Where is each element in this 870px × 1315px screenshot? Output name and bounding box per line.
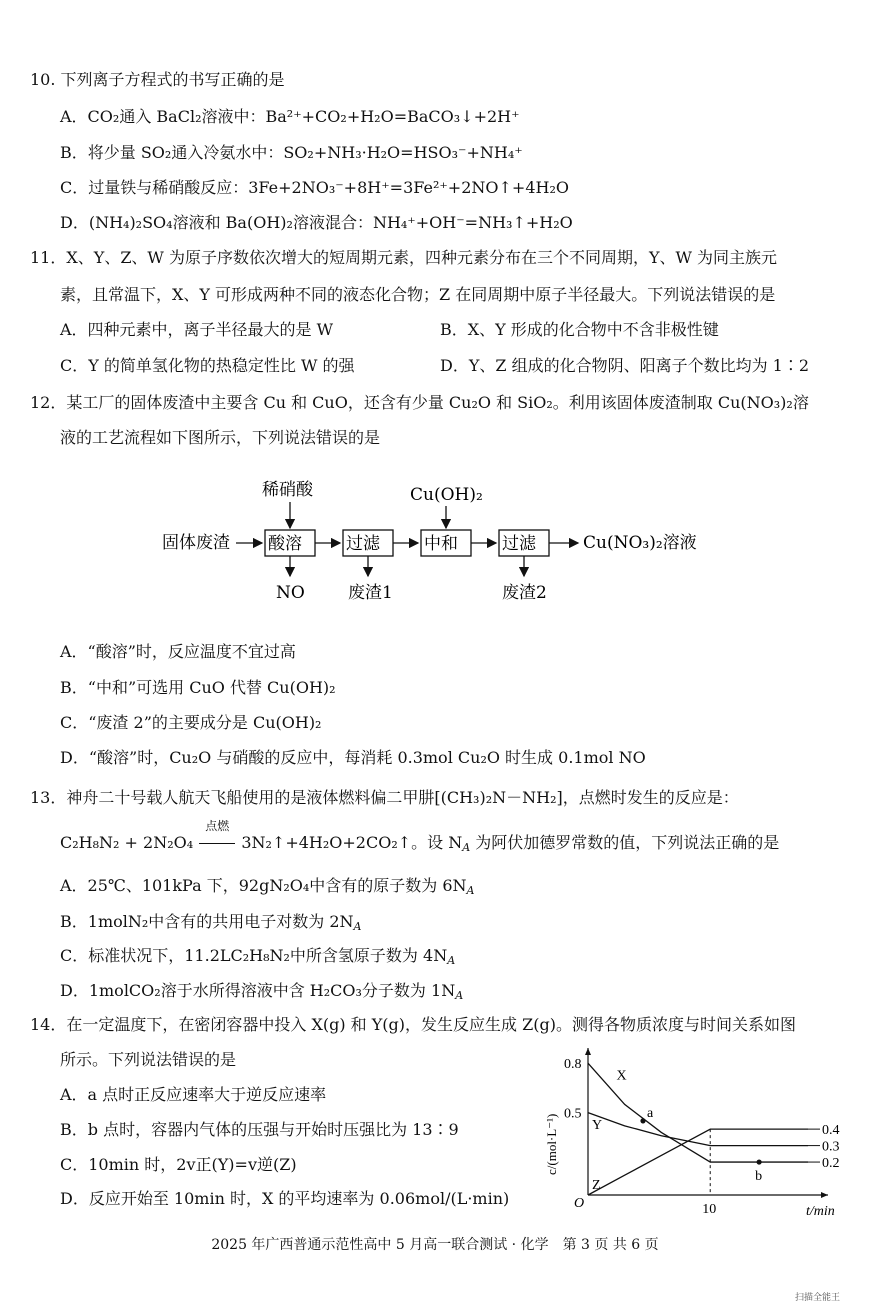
flow-gas-no: NO	[276, 583, 305, 603]
q13-option-c-text: C．标准状况下，11.2LC₂H₈N₂中所含氢原子数为 4N	[60, 946, 448, 965]
q14-option-a: A．a 点时正反应速率大于逆反应速率	[60, 1085, 327, 1104]
q13-option-d	[60, 981, 463, 1002]
y-tick-label: 0.8	[564, 1057, 582, 1073]
q13-option-d-sub: A	[455, 989, 464, 1002]
q14-stem-line2: 所示。下列说法错误的是	[60, 1050, 237, 1069]
y-axis-label: c/(mol·L⁻¹)	[544, 1113, 559, 1175]
q12-option-c: C．“废渣 2”的主要成分是 Cu(OH)₂	[60, 713, 322, 732]
q12-stem-line2: 液的工艺流程如下图所示，下列说法错误的是	[60, 428, 381, 447]
right-value-label: 0.4	[822, 1123, 840, 1139]
origin-label: O	[574, 1196, 585, 1211]
page-footer: 2025 年广西普通示范性高中 5 月高一联合测试 · 化学 第 3 页 共 6 页	[211, 1237, 659, 1253]
q13-stem-line1: 13．神舟二十号载人航天飞船使用的是液体燃料偏二甲肼[(CH₃)₂N－NH₂]，点燃时发生的反应是：	[30, 788, 739, 807]
flow-waste-1: 废渣1	[348, 583, 393, 603]
q14-stem-line1: 14．在一定温度下，在密闭容器中投入 X(g) 和 Y(g)，发生反应生成 Z(g)。测得各物质浓度与时间关系如图	[30, 1015, 796, 1034]
flow-waste-2: 废渣2	[502, 583, 547, 603]
y-tick-label: 0.5	[564, 1106, 582, 1122]
q11-stem-line2: 素，且常温下，X、Y 可形成两种不同的液态化合物；Z 在同周期中原子半径最大。下列说法错误的是	[60, 285, 776, 304]
q14-option-d: D．反应开始至 10min 时，X 的平均速率为 0.06mol/(L·min)	[60, 1189, 510, 1208]
q11-option-c: C．Y 的简单氢化物的热稳定性比 W 的强	[60, 356, 355, 375]
q11-stem-line1: 11．X、Y、Z、W 为原子序数依次增大的短周期元素，四种元素分布在三个不同周期，Y、W 为同主族元	[30, 248, 778, 267]
q13-equation	[60, 819, 780, 854]
point-a	[640, 1118, 645, 1123]
q13-equation-left: C₂H₈N₂ + 2N₂O₄	[60, 833, 194, 852]
q13-option-b-text: B．1molN₂中含有的共用电子对数为 2N	[60, 912, 354, 931]
q13-equation-condition: 点燃	[205, 819, 230, 833]
q10-option-a: A．CO₂通入 BaCl₂溶液中：Ba²⁺+CO₂+H₂O=BaCO₃↓+2H⁺	[60, 107, 520, 126]
flow-step-filter-1: 过滤	[346, 534, 380, 554]
q13-na-sub: A	[462, 841, 471, 854]
x-axis-label: t/min	[806, 1204, 835, 1219]
q13-option-a-sub: A	[466, 884, 475, 897]
q14-option-c: C．10min 时，2v正(Y)=v逆(Z)	[60, 1155, 297, 1174]
flow-output: Cu(NO₃)₂溶液	[583, 533, 697, 553]
y-axis-arrow	[585, 1048, 591, 1055]
concentration-time-chart	[540, 1040, 840, 1220]
series-label-Z: Z	[592, 1178, 601, 1194]
flow-step-neutralize: 中和	[424, 534, 458, 554]
q10-option-d: D．(NH₄)₂SO₄溶液和 Ba(OH)₂溶液混合：NH₄⁺+OH⁻=NH₃↑+H₂O	[60, 213, 573, 232]
q13-equation-tail: 为阿伏加德罗常数的值，下列说法正确的是	[470, 833, 780, 852]
point-label-a: a	[647, 1105, 654, 1121]
q14-option-b: B．b 点时，容器内气体的压强与开始时压强比为 13∶9	[60, 1120, 459, 1139]
series-label-X: X	[616, 1068, 627, 1084]
q13-option-a	[60, 876, 475, 897]
q10-option-b: B．将少量 SO₂通入冷氨水中：SO₂+NH₃·H₂O=HSO₃⁻+NH₄⁺	[60, 143, 523, 162]
x-axis-arrow	[821, 1192, 828, 1198]
q11-option-a: A．四种元素中，离子半径最大的是 W	[60, 320, 334, 339]
x-tick-label: 10	[702, 1202, 717, 1217]
q13-option-c-sub: A	[447, 954, 456, 967]
process-flow-diagram	[0, 470, 870, 610]
q10-stem: 10. 下列离子方程式的书写正确的是	[30, 70, 285, 89]
q13-equation-right: 3N₂↑+4H₂O+2CO₂↑。设 N	[241, 833, 463, 852]
q13-option-d-text: D．1molCO₂溶于水所得溶液中含 H₂CO₃分子数为 1N	[60, 981, 456, 1000]
q13-option-b	[60, 912, 362, 933]
q13-option-a-text: A．25℃、101kPa 下，92gN₂O₄中含有的原子数为 6N	[60, 876, 467, 895]
flow-reagent-nitric-acid: 稀硝酸	[262, 480, 313, 500]
scanner-watermark: 扫描全能王	[794, 1293, 840, 1303]
q12-option-d: D．“酸溶”时，Cu₂O 与硝酸的反应中，每消耗 0.3mol Cu₂O 时生成 0.1mol NO	[60, 748, 646, 767]
flow-reagent-cuoh2: Cu(OH)₂	[410, 485, 483, 505]
flow-step-acid-dissolve: 酸溶	[268, 534, 302, 554]
flow-input: 固体废渣	[162, 533, 230, 553]
point-b	[757, 1159, 762, 1164]
flow-step-filter-2: 过滤	[502, 534, 536, 554]
right-value-label: 0.3	[822, 1139, 840, 1155]
q12-stem-line1: 12．某工厂的固体废渣中主要含 Cu 和 CuO，还含有少量 Cu₂O 和 SiO₂。利用该固体废渣制取 Cu(NO₃)₂溶	[30, 393, 809, 412]
q12-option-a: A．“酸溶”时，反应温度不宜过高	[60, 642, 296, 661]
q12-option-b: B．“中和”可选用 CuO 代替 Cu(OH)₂	[60, 678, 336, 697]
q13-equation-arrow	[198, 819, 236, 852]
right-value-label: 0.2	[822, 1156, 840, 1172]
q13-option-b-sub: A	[353, 920, 362, 933]
point-label-b: b	[755, 1169, 763, 1185]
series-label-Y: Y	[592, 1118, 603, 1134]
q11-option-d: D．Y、Z 组成的化合物阴、阳离子个数比均为 1∶2	[440, 356, 810, 375]
q11-option-b: B．X、Y 形成的化合物中不含非极性键	[440, 320, 719, 339]
q13-option-c	[60, 946, 455, 967]
q10-option-c: C．过量铁与稀硝酸反应：3Fe+2NO₃⁻+8H⁺=3Fe²⁺+2NO↑+4H₂O	[60, 178, 569, 197]
